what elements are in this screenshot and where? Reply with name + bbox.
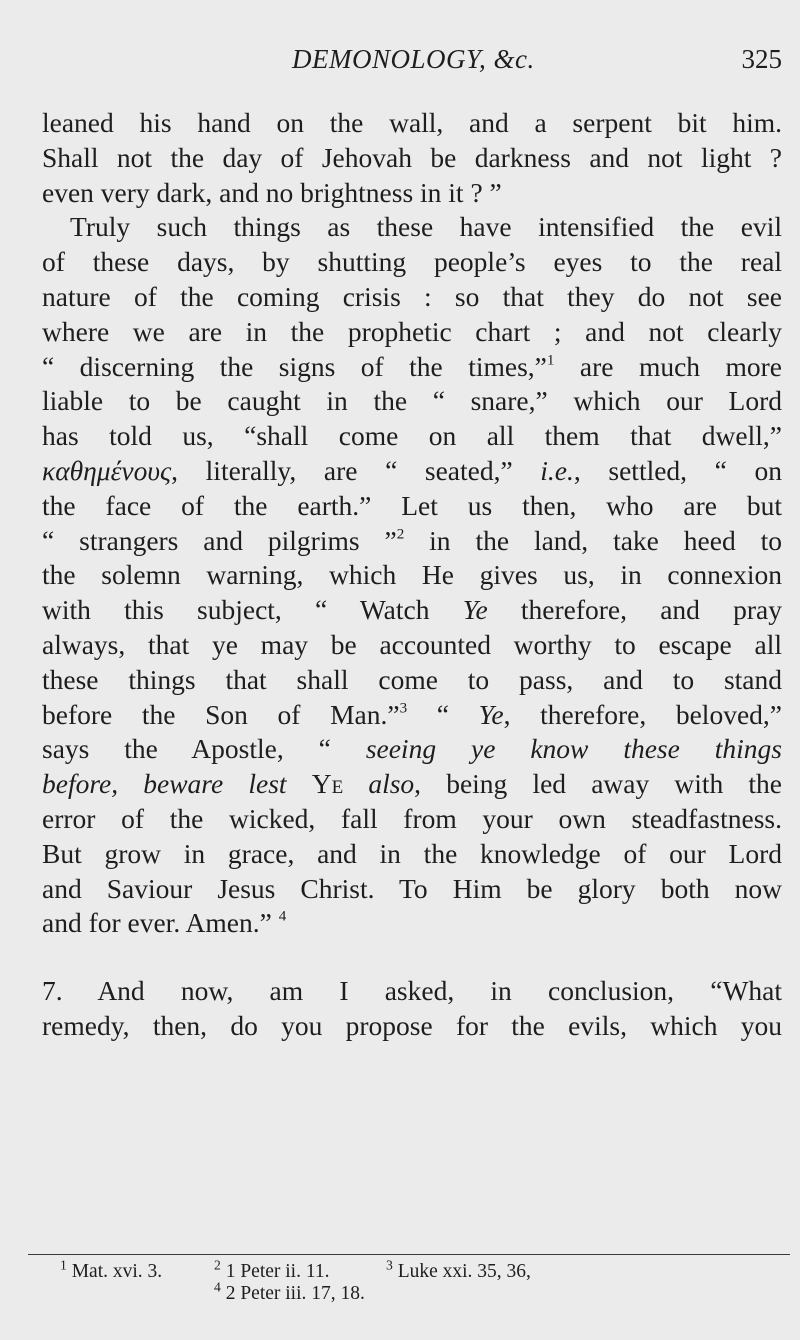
running-head <box>0 44 800 84</box>
text-line <box>42 593 782 628</box>
text-line: Shall not the day of Jehovah be darkness and not light ? <box>42 141 782 173</box>
footnote-text: 2 Peter iii. 17, 18. <box>225 1283 365 1304</box>
text-line: leaned his hand on the wall, and a serpent bit him. <box>42 107 782 138</box>
text-run: in the land, take heed to <box>404 524 782 556</box>
text-line: these things that shall come to pass, and to stand <box>42 663 782 695</box>
text-run: , settled, “ on <box>573 454 782 486</box>
text-run: , literally, are “ seated,” <box>171 454 541 486</box>
text-line: remedy, then, do you propose for the evils, which you <box>42 1009 782 1041</box>
text-line <box>42 767 782 802</box>
footnote-ref: 3 <box>399 700 408 717</box>
footnote-mark: 4 <box>214 1279 221 1295</box>
text-line <box>42 454 782 489</box>
footnote-ref: 4 <box>278 908 287 925</box>
footnote-text: Mat. xvi. 3. <box>71 1261 163 1282</box>
text-run: with this subject, “ Watch <box>42 594 463 626</box>
footnote-ref: 2 <box>396 526 405 543</box>
text-run: , therefore, beloved,” <box>503 698 782 730</box>
text-line: always, that ye may be accounted worthy to escape all <box>42 628 782 660</box>
text-line: of these days, by shutting people’s eyes to the real <box>42 246 782 278</box>
text-line: the face of the earth.” Let us then, who are but <box>42 489 782 521</box>
text-run-italic: also <box>343 768 415 800</box>
footnote <box>386 1257 531 1284</box>
text-run: before the Son of Man.” <box>42 698 400 730</box>
text-line: 7. And now, am I asked, in conclusion, “What <box>42 975 782 1007</box>
text-run: “ strangers and pilgrims ” <box>42 524 397 556</box>
paragraph-gap <box>42 941 782 974</box>
text-line <box>42 732 782 767</box>
text-run-smallcaps: Ye <box>311 768 344 800</box>
text-run-italic: Ye <box>462 594 488 626</box>
text-line: nature of the coming crisis : so that they do not see <box>42 280 782 312</box>
footnote <box>214 1279 365 1306</box>
page-number: 325 <box>741 44 782 74</box>
text-line <box>42 698 782 733</box>
text-run: says the Apostle, “ <box>42 733 366 765</box>
text-run: “ <box>407 698 479 730</box>
text-run-italic: before, beware lest <box>42 768 312 800</box>
footnote <box>214 1257 330 1284</box>
text-run: and for ever. Amen.” <box>42 907 272 939</box>
text-line: error of the wicked, fall from your own steadfastness. <box>42 802 782 834</box>
text-line: But grow in grace, and in the knowledge of our Lord <box>42 837 782 869</box>
text-line: and Saviour Jesus Christ. To Him be glory both now <box>42 872 782 904</box>
footnote-mark: 3 <box>386 1257 393 1273</box>
text-run-italic: i.e. <box>540 454 574 486</box>
footnote-text: Luke xxi. 35, 36, <box>397 1261 531 1282</box>
footnote-rule <box>28 1254 790 1255</box>
text-run: therefore, and pray <box>487 594 782 626</box>
text-run: , being led away with the <box>414 768 783 800</box>
text-line <box>42 524 782 559</box>
footnote-text: 1 Peter ii. 11. <box>225 1261 330 1282</box>
text-line: has told us, “shall come on all them that dwell,” <box>42 420 782 452</box>
footnote <box>60 1257 163 1284</box>
text-line: the solemn warning, which He gives us, in connexion <box>42 559 782 591</box>
text-line: even very dark, and no brightness in it ? ” <box>42 176 502 208</box>
text-run-italic: seeing ye know these things <box>365 733 782 765</box>
text-run-italic: Ye <box>478 698 504 730</box>
text-line <box>42 906 782 941</box>
text-run: “ discerning the signs of the times,” <box>42 350 547 382</box>
text-line: Truly such things as these have intensified the evil <box>70 211 782 243</box>
text-line: where we are in the prophetic chart ; and not clearly <box>42 315 782 347</box>
text-run: are much more <box>554 350 783 382</box>
text-line <box>42 350 782 385</box>
greek-word: καθημένους <box>42 454 172 486</box>
footnote-mark: 2 <box>214 1257 221 1273</box>
footnote-ref: 1 <box>546 352 555 369</box>
body-text <box>42 106 782 1044</box>
text-line: liable to be caught in the “ snare,” which our Lord <box>42 385 782 417</box>
footnote-mark: 1 <box>60 1257 67 1273</box>
running-title: DEMONOLOGY, &c. <box>292 44 535 74</box>
